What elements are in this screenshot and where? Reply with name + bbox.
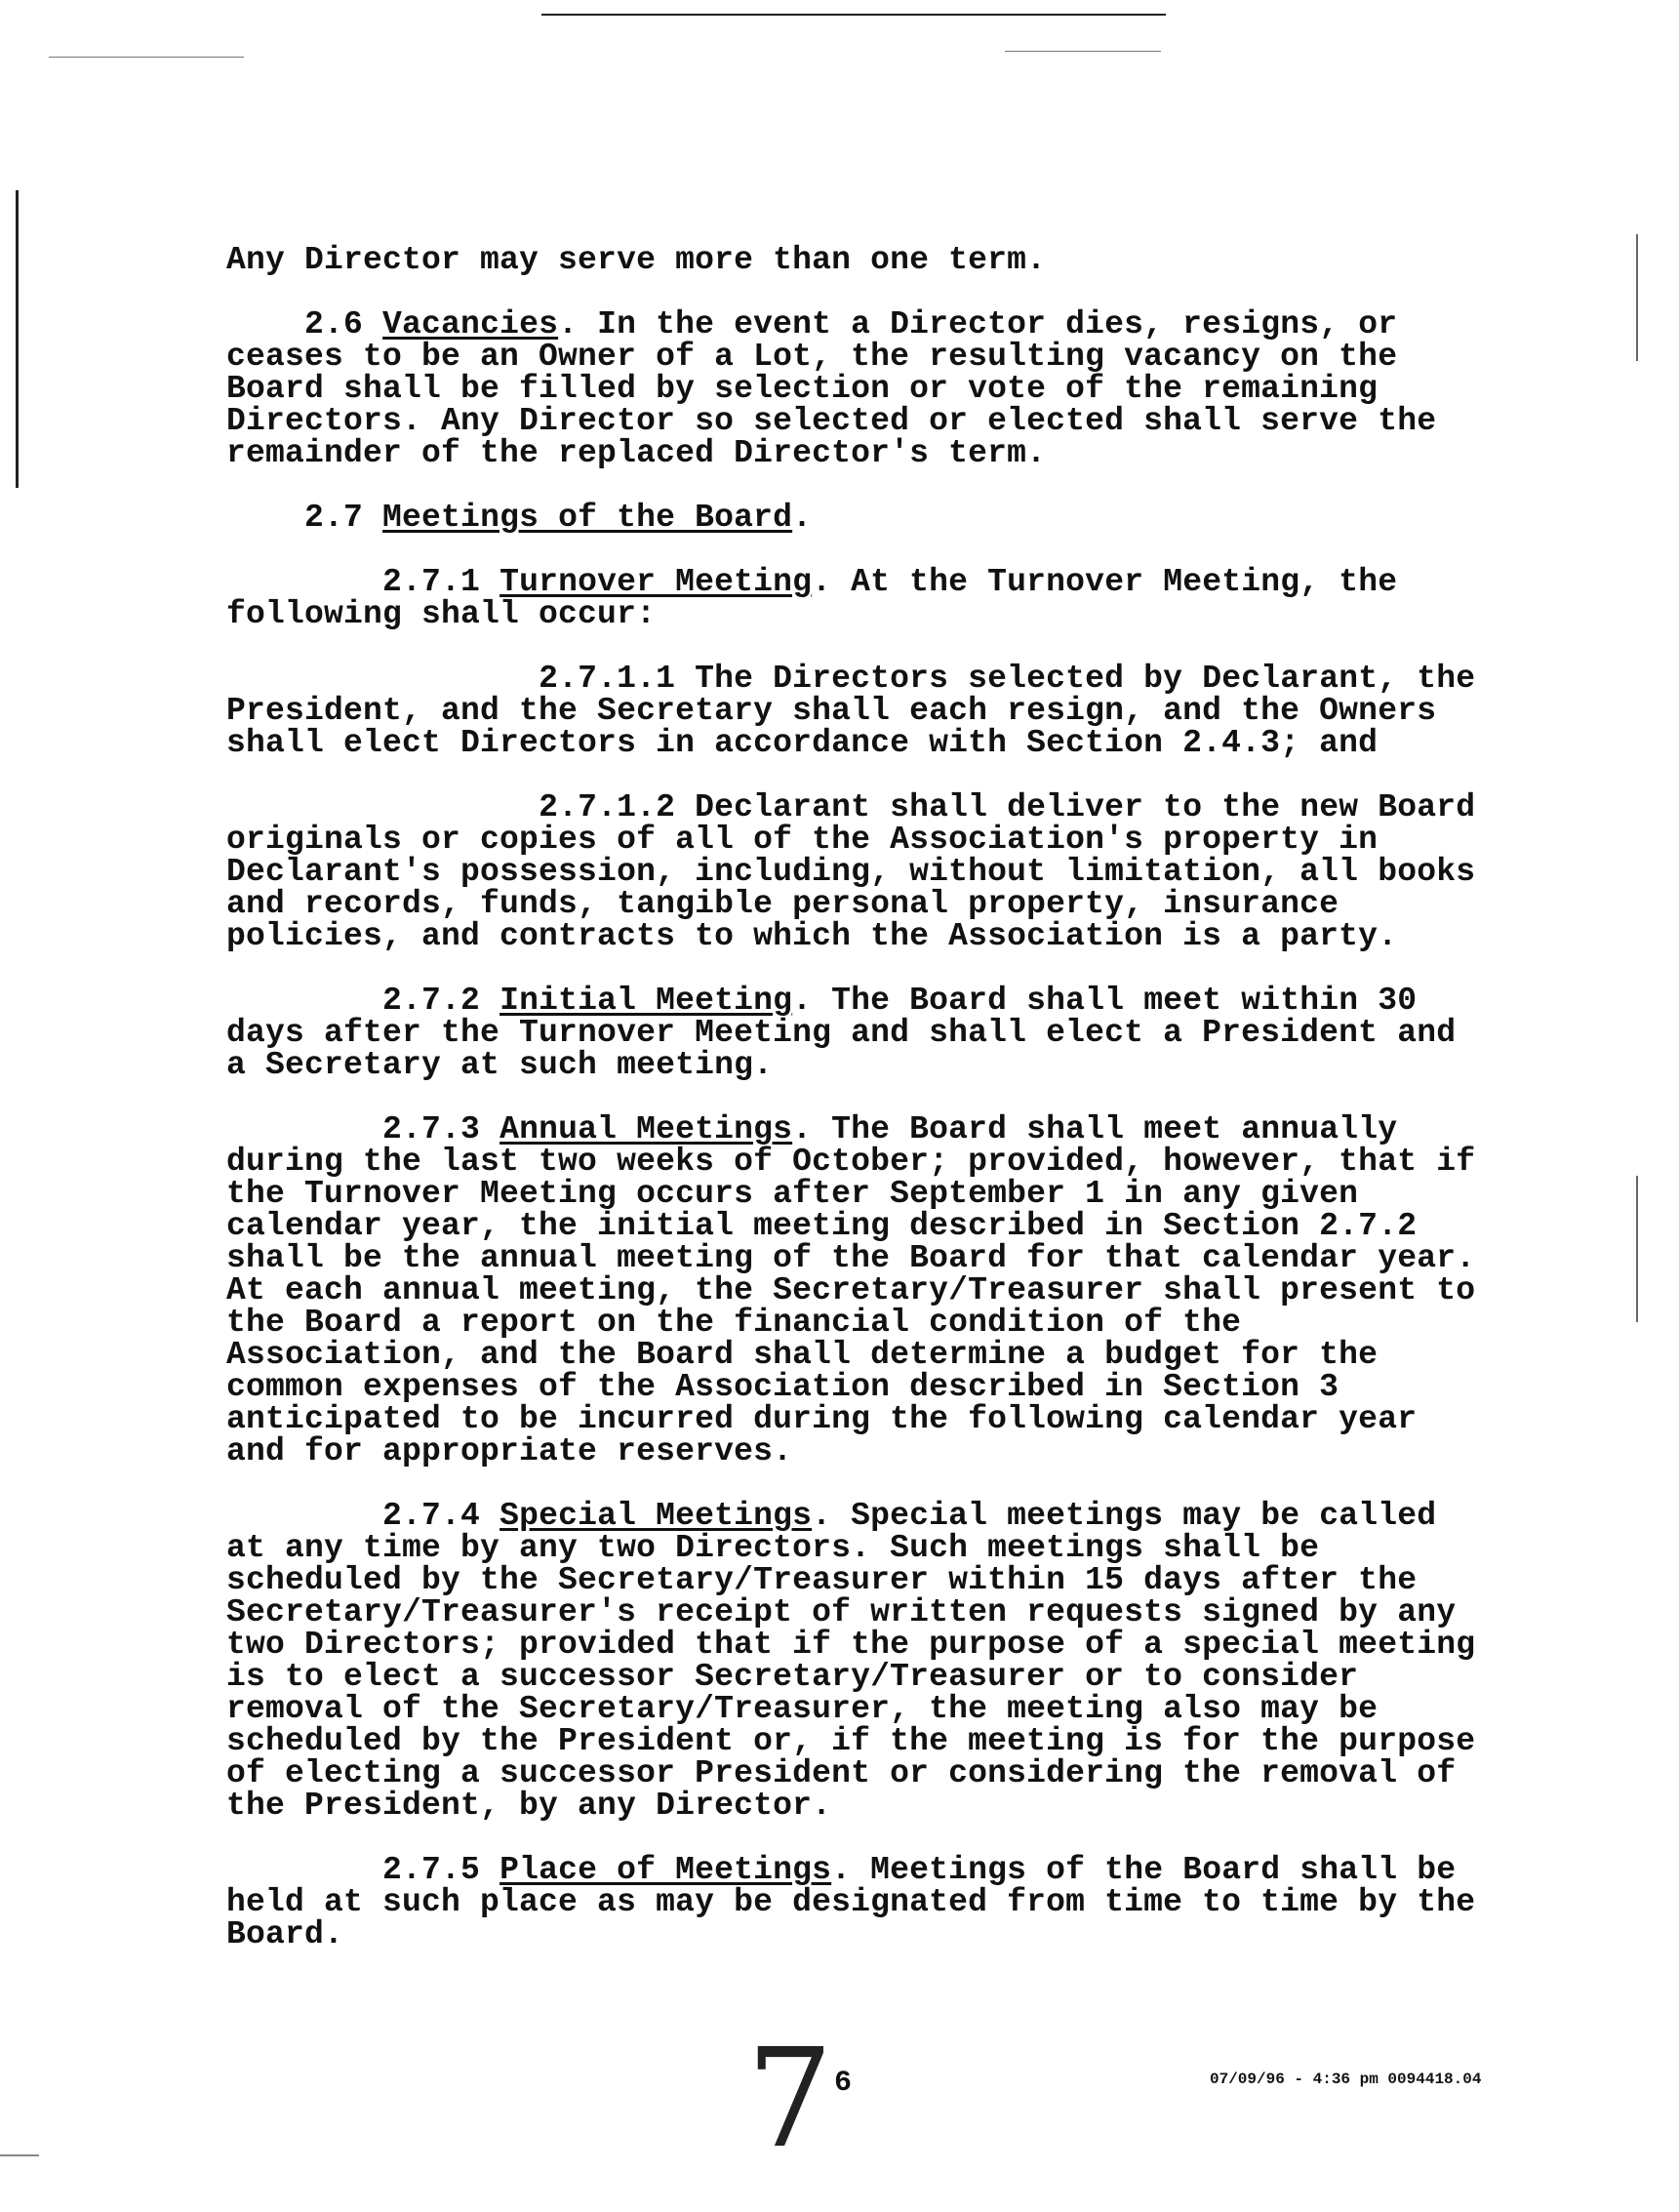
heading-vacancies: Vacancies [382,306,559,342]
page-number: 6 [834,2067,853,2100]
section-2-7-2: 2.7.2 Initial Meeting. The Board shall meet within 30 days after the Turnover Meeting and shall elect a President and a Secretary at such meeting. [226,983,1476,1083]
left-margin-mark [16,190,19,488]
section-2-6: 2.6 Vacancies. In the event a Director dies, resigns, or ceases to be an Owner of a Lot, the resulting vacancy on the Board shall be filled by selection or vote of the remaining Directors. Any Director so selected or elected shall serve the remainder of the replaced Director's term. [226,306,1457,471]
section-2-7-3: 2.7.3 Annual Meetings. The Board shall meet annually during the last two weeks of October; provided, however, that if the Turnover Meeting occurs after September 1 in any given calendar year, the initial meeting described in Section 2.7.2 shall be the annual meeting of the Board for that calendar year. At each annual meeting, the Secretary/Treasurer shall present to the Board a report on the financial condition of the Association, and the Board shall determine a budget for the common expenses of the Association described in Section 3 anticipated to be incurred during the following calendar year and for appropriate reserves. [226,1111,1496,1469]
section-2-7-1: 2.7.1 Turnover Meeting. At the Turnover Meeting, the following shall occur: [226,564,1418,632]
section-2-7-1-1: 2.7.1.1 The Directors selected by Declarant, the President, and the Secretary shall each resign, and the Owners shall elect Directors in accordance with Section 2.4.3; and [226,661,1496,761]
bottom-scan-line [0,2154,39,2156]
section-2-7-1-2: 2.7.1.2 Declarant shall deliver to the new Board originals or copies of all of the Association's property in Declarant's possession, including, without limitation, all books and records, funds, tangible personal property, insurance policies, and contracts to which the Association is a party. [226,789,1496,954]
heading-initial-meeting: Initial Meeting [500,983,793,1019]
document-body [226,242,1496,1983]
heading-turnover-meeting: Turnover Meeting [500,564,813,600]
heading-place-of-meetings: Place of Meetings [500,1852,832,1888]
top-scan-line [541,14,1166,16]
section-2-7: 2.7 Meetings of the Board. [304,500,813,536]
section-2-7-4: 2.7.4 Special Meetings. Special meetings may be called at any time by any two Directors. Such meetings shall be scheduled by the Secretary/Treasurer within 15 days after the Secretary/Treasurer's receipt of written requests signed by any two Directors; provided that if the purpose of a special meeting is to elect a successor Secretary/Treasurer or to consider removal of the Secretary/Treasurer, the meeting also may be scheduled by the President or, if the meeting is for the purpose of electing a successor President or considering the removal of the President, by any Director. [226,1498,1496,1824]
heading-special-meetings: Special Meetings [500,1498,813,1534]
top-right-scan-line [1005,51,1161,52]
heading-annual-meetings: Annual Meetings [500,1111,793,1147]
right-margin-mark [1636,234,1638,361]
section-2-7-5: 2.7.5 Place of Meetings. Meetings of the Board shall be held at such place as may be designated from time to time by the Board. [226,1852,1496,1952]
handwritten-page-mark: 7 [746,2020,834,2179]
document-stamp: 07/09/96 - 4:36 pm 0094418.04 [1210,2071,1482,2088]
heading-meetings-of-board: Meetings of the Board [382,500,793,536]
top-left-scan-line [49,57,244,58]
paragraph-term: Any Director may serve more than one term. [226,242,1047,278]
right-margin-mark-2 [1636,1176,1638,1322]
